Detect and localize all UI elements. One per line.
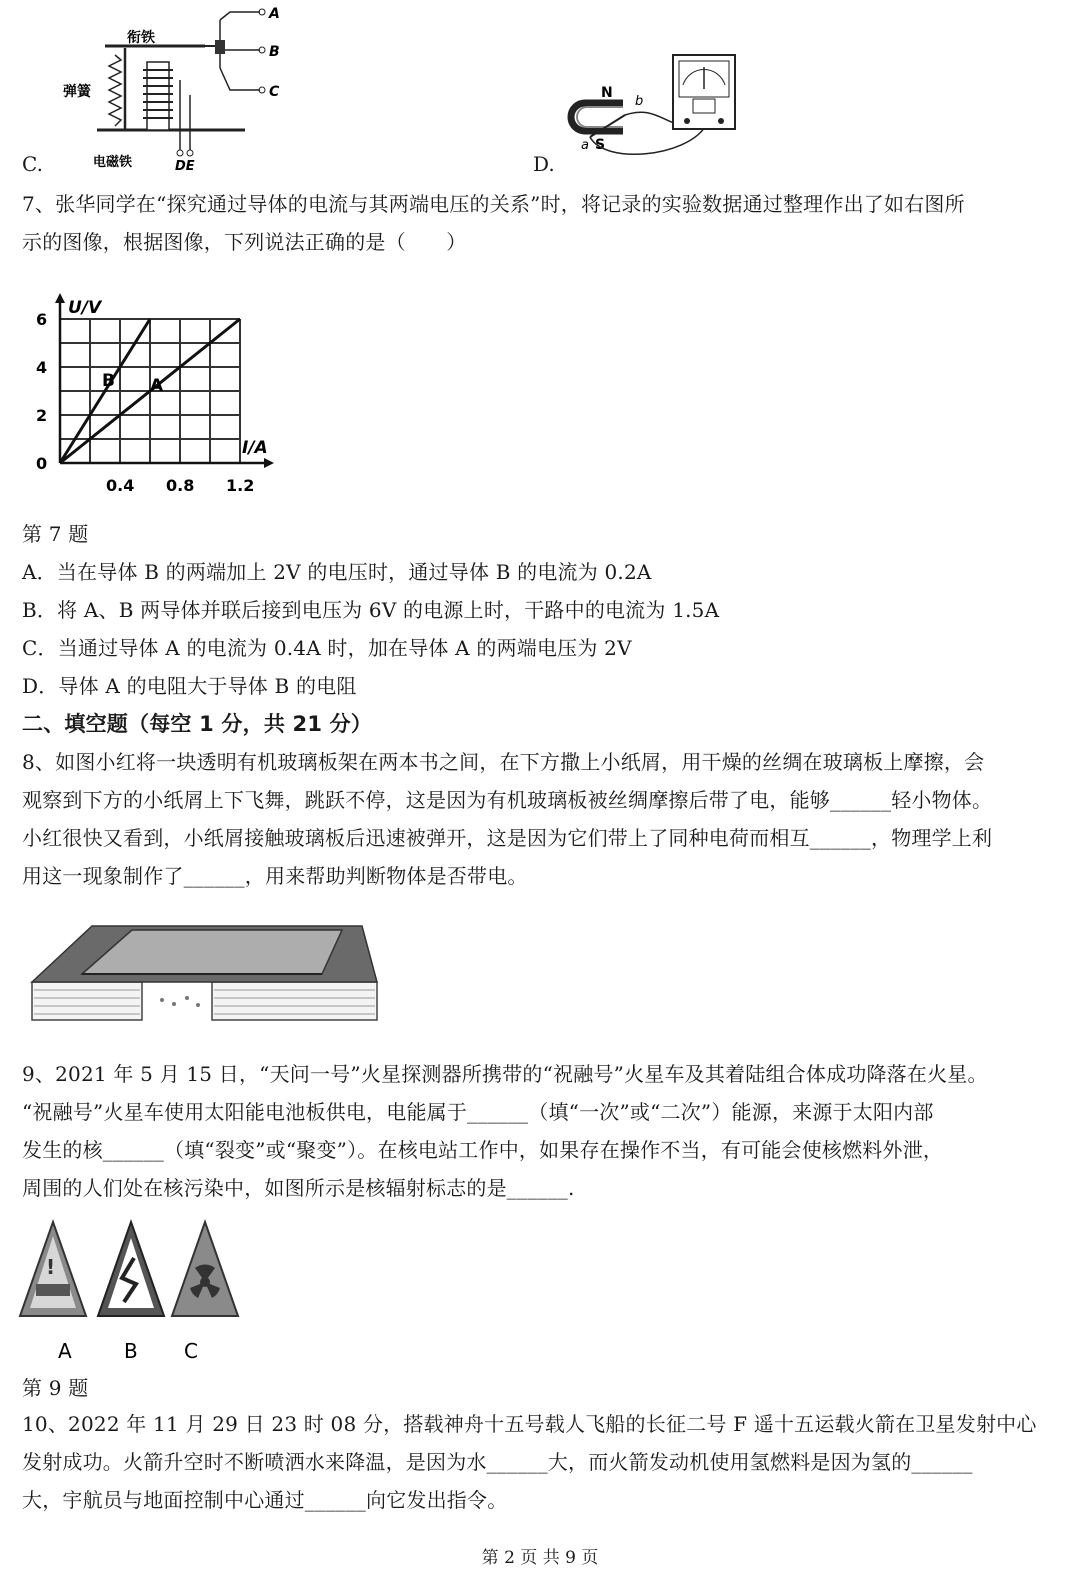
x-axis-arrow xyxy=(264,458,274,468)
q7-option-d: D．导体 A 的电阻大于导体 B 的电阻 xyxy=(22,674,357,698)
terminal-c-label: C xyxy=(269,84,280,100)
svg-text:!: ! xyxy=(46,1255,56,1279)
q9-caption: 第 9 题 xyxy=(22,1376,89,1400)
glass-plate-books-figure xyxy=(22,912,382,1037)
series-label-b: B xyxy=(102,371,115,392)
x-tick-label: 1.2 xyxy=(226,476,255,495)
y-axis-arrow xyxy=(55,293,65,303)
q7-caption: 第 7 题 xyxy=(22,522,89,546)
q8-line4: 用这一现象制作了______，用来帮助判断物体是否带电。 xyxy=(22,864,528,888)
page-footer: 第 2 页 共 9 页 xyxy=(481,1548,599,1568)
s-pole-label: S xyxy=(595,137,606,153)
q8-line2: 观察到下方的小纸屑上下飞舞，跳跃不停，这是因为有机玻璃板被丝绸摩擦后带了电，能够______轻小物体。 xyxy=(22,788,993,812)
y-tick-label: 6 xyxy=(36,310,48,329)
option-d-label: D. xyxy=(533,152,555,176)
spring-label: 弹簧 xyxy=(63,84,91,100)
x-tick-label: 0.8 xyxy=(166,476,195,495)
option-c-label: C. xyxy=(22,152,43,176)
q8-line3: 小红很快又看到，小纸屑接触玻璃板后迅速被弹开，这是因为它们带上了同种电荷而相互______，物理学上利 xyxy=(22,826,993,850)
galvanometer-figure xyxy=(565,45,765,175)
armature-label: 衔铁 xyxy=(127,30,155,46)
chart-labels xyxy=(36,298,268,495)
relay-circuit-figure xyxy=(55,0,295,175)
q9-line3: 发生的核______（填“裂变”或“聚变”）。在核电站工作中，如果存在操作不当，有可能会使核燃料外泄， xyxy=(22,1138,944,1162)
q9-line4: 周围的人们处在核污染中，如图所示是核辐射标志的是______. xyxy=(22,1176,575,1200)
sign-b-label: B xyxy=(124,1339,138,1363)
q7-stem-line1: 7、张华同学在“探究通过导体的电流与其两端电压的关系”时，将记录的实验数据通过整理作出了如右图所 xyxy=(22,192,965,216)
q10-line1: 10、2022 年 11 月 29 日 23 时 08 分，搭载神舟十五号载人飞船的长征二号 F 遥十五运载火箭在卫星发射中心 xyxy=(22,1412,1037,1436)
wire-a-label: a xyxy=(581,138,589,153)
q7-option-a: A．当在导体 B 的两端加上 2V 的电压时，通过导体 B 的电流为 0.2A xyxy=(22,560,652,584)
warning-signs-figure xyxy=(18,1218,248,1368)
q7-option-c: C．当通过导体 A 的电流为 0.4A 时，加在导体 A 的两端电压为 2V xyxy=(22,636,632,660)
q9-line1: 9、2021 年 5 月 15 日，“天问一号”火星探测器所携带的“祝融号”火星车及其着陆组合体成功降落在火星。 xyxy=(22,1062,988,1086)
q8-line1: 8、如图小红将一块透明有机玻璃板架在两本书之间，在下方撒上小纸屑，用干燥的丝绸在玻璃板上摩擦，会 xyxy=(22,750,985,774)
series-label-a: A xyxy=(150,376,164,396)
q7-option-b: B．将 A、B 两导体并联后接到电压为 6V 的电源上时，干路中的电流为 1.5A xyxy=(22,598,720,622)
x-axis-title: I/A xyxy=(242,438,268,458)
y-tick-label: 0 xyxy=(36,454,48,473)
wire-b-label: b xyxy=(635,94,644,109)
iu-graph-chart xyxy=(22,285,292,500)
terminal-a-label: A xyxy=(269,6,280,22)
q10-line3: 大，宇航员与地面控制中心通过______向它发出指令。 xyxy=(22,1488,508,1512)
sign-c-label: C xyxy=(184,1339,198,1363)
q10-line2: 发射成功。火箭升空时不断喷洒水来降温，是因为水______大，而火箭发动机使用氢燃料是因为氢的______ xyxy=(22,1450,973,1474)
terminal-b-label: B xyxy=(269,44,280,60)
y-tick-label: 2 xyxy=(36,406,48,425)
sign-a-label: A xyxy=(58,1339,72,1363)
section2-heading: 二、填空题（每空 1 分，共 21 分） xyxy=(22,712,373,736)
y-tick-label: 4 xyxy=(36,358,48,377)
electromagnet-label: 电磁铁 xyxy=(93,155,133,170)
x-tick-label: 0.4 xyxy=(106,476,135,495)
y-axis-title: U/V xyxy=(68,298,102,318)
de-label: DE xyxy=(175,159,195,174)
n-pole-label: N xyxy=(601,85,613,101)
q7-stem-line2: 示的图像，根据图像，下列说法正确的是（ ） xyxy=(22,230,467,254)
q9-line2: “祝融号”火星车使用太阳能电池板供电，电能属于______（填“一次”或“二次”）能源，来源于太阳内部 xyxy=(22,1100,934,1124)
